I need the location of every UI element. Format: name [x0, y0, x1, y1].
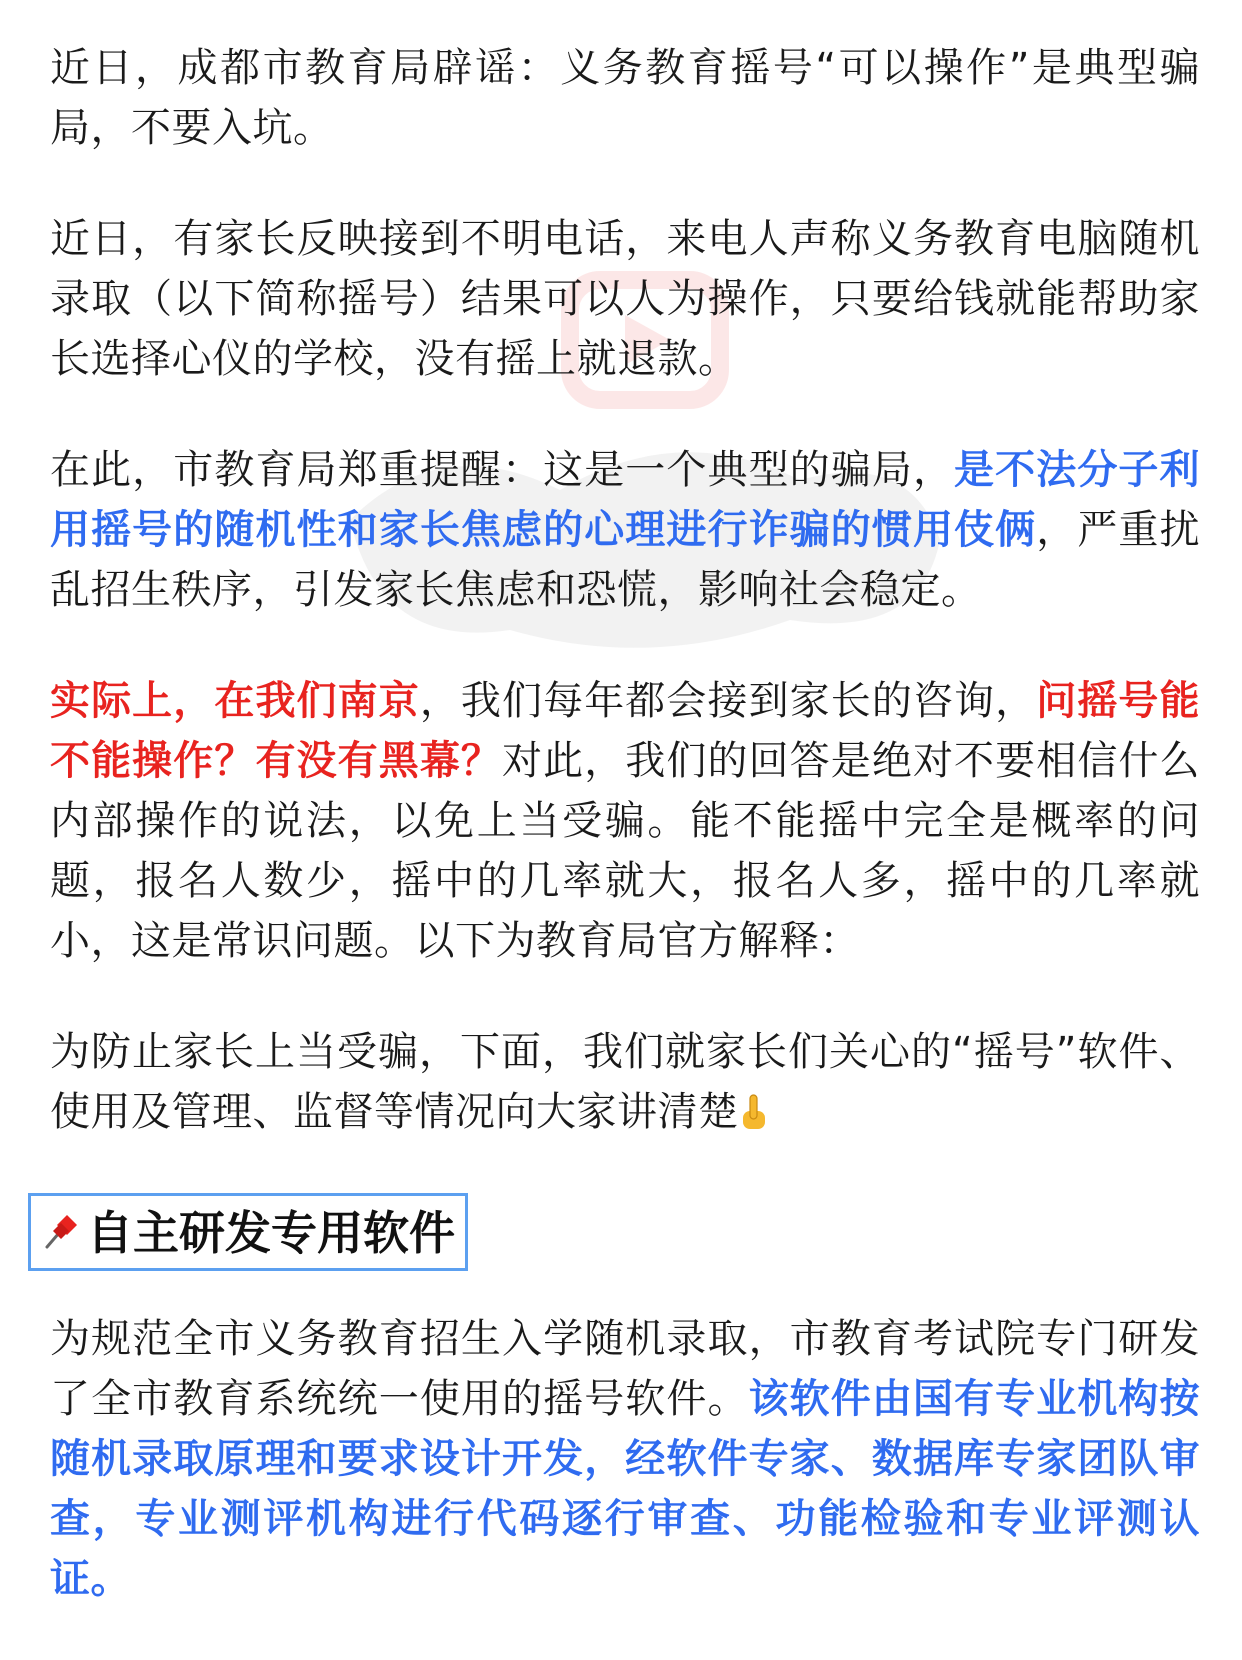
- paragraph-nanjing: [50, 671, 1200, 971]
- pointing-down-hand-icon: [739, 1093, 769, 1133]
- nanjing-text-2: 对此，我们的回答是绝对不要相信什么内部操作的说法，以免上当受骗。能不能摇中完全是概率的问题，报名人数少，摇中的几率就大，报名人多，摇中的几率就小，这是常识问题。以下为教育局官方解释：: [50, 738, 1201, 964]
- paragraph-intro-text: 近日，成都市教育局辟谣：义务教育摇号“可以操作”是典型骗局，不要入坑。: [50, 45, 1200, 151]
- paragraph-report: [50, 209, 1200, 389]
- software-highlight: 该软件由国有专业机构按随机录取原理和要求设计开发，经软件专家、数据库专家团队审查，专业测评机构进行代码逐行审查、功能检验和专业评测认证。: [50, 1376, 1201, 1602]
- section-heading-title: 自主研发专用软件: [87, 1206, 455, 1260]
- paragraph-intro: [50, 38, 1200, 158]
- warning-highlight: 是不法分子利用摇号的随机性和家长焦虑的心理进行诈骗的惯用伎俩: [50, 447, 1201, 553]
- pushpin-icon: [39, 1209, 83, 1253]
- question-highlight: 问摇号能不能操作？有没有黑幕？: [50, 678, 1201, 784]
- paragraph-explain: [50, 1022, 1200, 1142]
- nanjing-text-1: ，我们每年都会接到家长的咨询，: [419, 678, 1037, 724]
- warning-text-end: ，严重扰乱招生秩序，引发家长焦虑和恐慌，影响社会稳定。: [50, 507, 1201, 613]
- paragraph-warning: [50, 440, 1200, 620]
- paragraph-explain-text: 为防止家长上当受骗，下面，我们就家长们关心的“摇号”软件、使用及管理、监督等情况向大家讲清楚: [50, 1029, 1200, 1135]
- nanjing-highlight: 实际上，在我们南京: [50, 678, 420, 724]
- software-text: 为规范全市义务教育招生入学随机录取，市教育考试院专门研发了全市教育系统统一使用的摇号软件。: [50, 1316, 1200, 1422]
- paragraph-report-text: 近日，有家长反映接到不明电话，来电人声称义务教育电脑随机录取（以下简称摇号）结果可以人为操作，只要给钱就能帮助家长选择心仪的学校，没有摇上就退款。: [50, 216, 1200, 382]
- warning-text-start: 在此，市教育局郑重提醒：这是一个典型的骗局，: [50, 447, 955, 493]
- paragraph-software: [50, 1309, 1200, 1609]
- section-heading: [28, 1193, 468, 1271]
- article-body: [50, 38, 1200, 1660]
